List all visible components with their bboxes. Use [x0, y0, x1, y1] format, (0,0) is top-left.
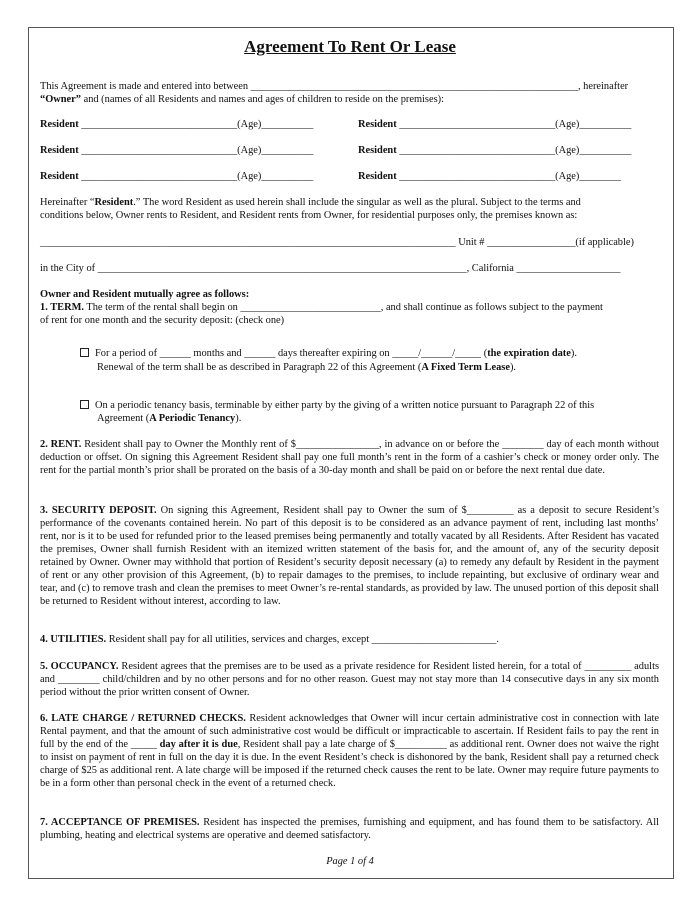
utilities-clause: 4. UTILITIES. Resident shall pay for all utilities, services and charges, except ________________________.: [40, 634, 499, 645]
rent-clause: 2. RENT. Resident shall pay to Owner the Monthly rent of $________________, in advance on or before the ________ day of each month without deduction or offset. On signing this Agreement Resident shall pay one full month’s rent in the form of a cashier’s check or money order only. The rent for the partial month’s prior shall be prorated on the basis of a 30-day month and shall be paid on or before the next rental due date.: [40, 439, 659, 476]
resident-row-2-right[interactable]: Resident ______________________________(Age)__________: [358, 145, 632, 156]
late-charge-clause: 6. LATE CHARGE / RETURNED CHECKS. Resident acknowledges that Owner will incur certain administrative cost in connection with late Rental payment, and that the amount of such administrative cost would be difficult or impracticable to ascertain. If Resident fails to pay the rent in full by the end of the _____ day after it is due, Resident shall pay a late charge of $__________ as additional rent. Owner does not waive the right to insist on payment of rent in full on the day it is due. In the event Resident’s check is dishonored by the bank, Resident shall pay a returned check charge of $25 as additional rent. A late charge will be imposed if the returned check causes the rent to be late. Owner may require future payments to be in a form other than personal check in the event of a returned check.: [40, 713, 659, 789]
security-deposit-clause: 3. SECURITY DEPOSIT. On signing this Agreement, Resident shall pay to Owner the sum of $_________ as a deposit to secure Resident’s performance of the covenants contained herein. No part of this deposit is to be considered as an advance payment of rent, including last months’ rent, nor is it to be used for refunded prior to the leased premises being permanently and totally vacated by all Residents. After Resident has vacated the premises, Owner shall furnish Resident with an itemized written statement of the basis for, and the amount of, any of the security deposit retained by Owner. Owner may withhold that portion of Resident’s security deposit necessary (a) to remedy any default by Resident in the payment of rent or any other provision of this Agreement, (b) to repair damages to the premises, to include repainting, but exclusive of ordinary wear and tear, and (c) to remove trash and clean the premises to meet Owner’s re-rental standards, as provided by law. The unused portion of this deposit shall be returned to Resident without interest, according to law.: [40, 505, 659, 607]
periodic-tenancy-option: On a periodic tenancy basis, terminable by either party by the giving of a written notice pursuant to Paragraph 22 of this: [80, 399, 594, 412]
late-charge-heading: 6. LATE CHARGE / RETURNED CHECKS.: [40, 713, 246, 724]
intro-line-2: [40, 93, 444, 106]
hereinafter-line-2: conditions below, Owner rents to Resident, and Resident rents from Owner, for residential purposes only, the premises known as:: [40, 210, 578, 221]
intro-text-end: , hereinafter: [577, 81, 629, 92]
resident-row-3-right[interactable]: Resident ______________________________(Age)________: [358, 171, 621, 182]
hereinafter-line-1: Hereinafter “Resident.” The word Resident as used herein shall include the singular as well as the plural. Subject to the terms and: [40, 197, 581, 208]
resident-row-1-left[interactable]: Resident ______________________________(Age)__________: [40, 119, 314, 130]
occupancy-heading: 5. OCCUPANCY.: [40, 661, 119, 672]
term-start-field[interactable]: The term of the rental shall begin on ___________________________, and shall continue as follows subject to the payment: [83, 302, 603, 313]
intro-line-1: [40, 80, 628, 93]
owner-term: “Owner”: [40, 94, 81, 105]
periodic-tenancy-checkbox[interactable]: [80, 400, 89, 409]
intro-text: This Agreement is made and entered into between: [40, 81, 249, 92]
fixed-term-checkbox[interactable]: [80, 348, 89, 357]
resident-row-3-left[interactable]: Resident ______________________________(Age)__________: [40, 171, 314, 182]
term-line-2: of rent for one month and the security deposit: (check one): [40, 315, 285, 326]
resident-term: Resident: [94, 197, 134, 208]
occupancy-clause: 5. OCCUPANCY. Resident agrees that the premises are to be used as a private residence for Resident listed herein, for a total of _________ adults and ________ child/children and by no other persons and for no other reason. Guest may not stay more than 14 consecutive days in any six month period without the prior written consent of Owner.: [40, 661, 660, 698]
rent-heading: 2. RENT.: [40, 439, 82, 450]
term-heading: 1. TERM.: [40, 302, 84, 313]
acceptance-heading: 7. ACCEPTANCE OF PREMISES.: [40, 817, 200, 828]
term-line-1: [40, 301, 603, 314]
utilities-heading: 4. UTILITIES.: [40, 634, 107, 645]
owner-name-field[interactable]: _______________________________________________________________: [250, 81, 578, 92]
resident-row-2-left[interactable]: Resident ______________________________(Age)__________: [40, 145, 314, 156]
city-field[interactable]: in the City of _______________________________________________________________________, California ____________________: [40, 263, 621, 274]
periodic-tenancy-option-line-2: Agreement (A Periodic Tenancy).: [97, 413, 242, 424]
fixed-term-option-line-2: Renewal of the term shall be as described in Paragraph 22 of this Agreement (A Fixed Term Lease).: [97, 362, 516, 373]
acceptance-clause: 7. ACCEPTANCE OF PREMISES. Resident has inspected the premises, furnishing and equipment, and has found them to be satisfactory. All plumbing, heating and electrical systems are operative and deemed satisfactory.: [40, 817, 659, 841]
mutual-agree-heading: Owner and Resident mutually agree as follows:: [40, 289, 250, 300]
premises-address-field[interactable]: ________________________________________________________________________________ Unit # _________________(if applicable): [40, 237, 634, 248]
document-title: Agreement To Rent Or Lease: [244, 37, 456, 56]
deposit-heading: 3. SECURITY DEPOSIT.: [40, 505, 157, 516]
resident-row-1-right[interactable]: Resident ______________________________(Age)__________: [358, 119, 632, 130]
fixed-term-option: For a period of ______ months and ______ days thereafter expiring on _____/______/_____ (the expiration date).: [80, 347, 577, 360]
page-number: Page 1 of 4: [326, 856, 374, 867]
intro-text-2: and (names of all Residents and names and ages of children to reside on the premises):: [80, 94, 444, 105]
